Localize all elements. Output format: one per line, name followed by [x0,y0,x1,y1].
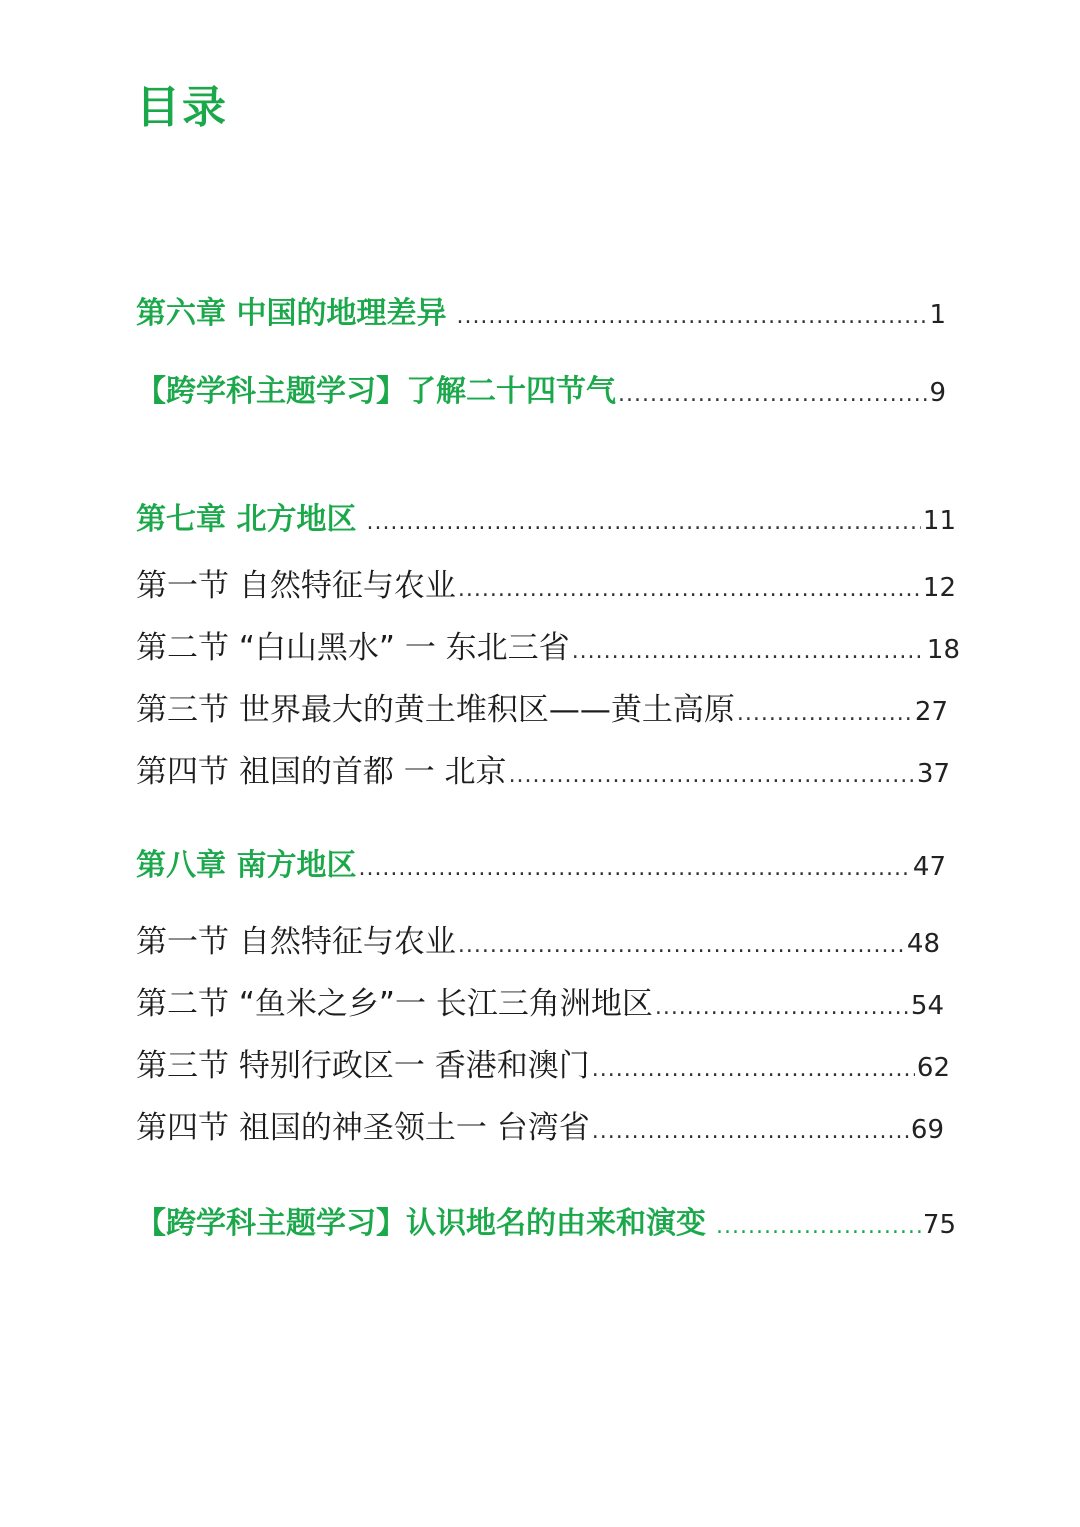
toc-entry-label: 【跨学科主题学习】认识地名的由来和演变 [136,1206,706,1241]
toc-leader-dots [458,577,921,602]
toc-section-7-4[interactable] [136,746,950,791]
toc-entry-label: 第二节 “白山黑水” 一 东北三省 [136,630,570,666]
toc-chapter-7[interactable] [136,494,956,538]
toc-page-number: 37 [916,759,950,789]
toc-leader-dots [458,933,905,958]
toc-leader-dots [592,1057,915,1082]
toc-entry-label: 第八章 南方地区 [136,848,357,883]
toc-section-7-3[interactable] [136,684,948,729]
toc-page-number: 54 [910,991,944,1021]
toc-entry-label: 第四节 祖国的神圣领土一 台湾省 [136,1110,590,1146]
page-title: 目录 [136,82,228,133]
toc-page-number: 9 [929,378,946,408]
toc-entry-label: 第三节 世界最大的黄土堆积区——黄土高原 [136,692,735,728]
toc-leader-dots [618,382,927,407]
toc-page-number: 11 [922,506,956,536]
toc-entry-label: 第四节 祖国的首都 一 北京 [136,754,507,790]
toc-page-number: 12 [922,573,956,603]
toc-entry-label: 第一节 自然特征与农业 [136,568,456,604]
toc-page-number: 18 [926,635,960,665]
toc-page-number: 62 [916,1053,950,1083]
toc-section-7-1[interactable] [136,560,956,605]
toc-section-7-2[interactable] [136,622,960,667]
toc-chapter-6[interactable] [136,288,946,332]
toc-leader-dots [456,304,927,329]
toc-chapter-8[interactable] [136,840,946,884]
toc-entry-label: 第二节 “鱼米之乡”一 长江三角洲地区 [136,986,653,1022]
toc-entry-label: 第六章 中国的地理差异 [136,296,447,331]
toc-cross-subject-1[interactable] [136,366,946,410]
toc-page-number: 27 [914,697,948,727]
toc-page-number: 69 [910,1115,944,1145]
toc-leader-dots [655,995,909,1020]
toc-page-number: 75 [922,1210,956,1240]
toc-section-8-3[interactable] [136,1040,950,1085]
toc-page-number: 1 [929,300,946,330]
toc-leader-dots [366,510,920,535]
toc-section-8-1[interactable] [136,916,940,961]
toc-leader-dots [509,763,915,788]
toc-leader-dots [592,1119,909,1144]
toc-section-8-4[interactable] [136,1102,944,1147]
toc-entry-label: 第一节 自然特征与农业 [136,924,456,960]
toc-entry-label: 【跨学科主题学习】了解二十四节气 [136,374,616,409]
toc-cross-subject-2[interactable] [136,1198,956,1242]
toc-entry-label: 第三节 特别行政区一 香港和澳门 [136,1048,590,1084]
toc-entry-label: 第七章 北方地区 [136,502,357,537]
toc-page-number: 47 [912,852,946,882]
toc-section-8-2[interactable] [136,978,944,1023]
toc-page-number: 48 [906,929,940,959]
toc-leader-dots [358,856,910,881]
toc-leader-dots [737,701,913,726]
toc-leader-dots [572,639,925,664]
toc-leader-dots [716,1214,921,1239]
